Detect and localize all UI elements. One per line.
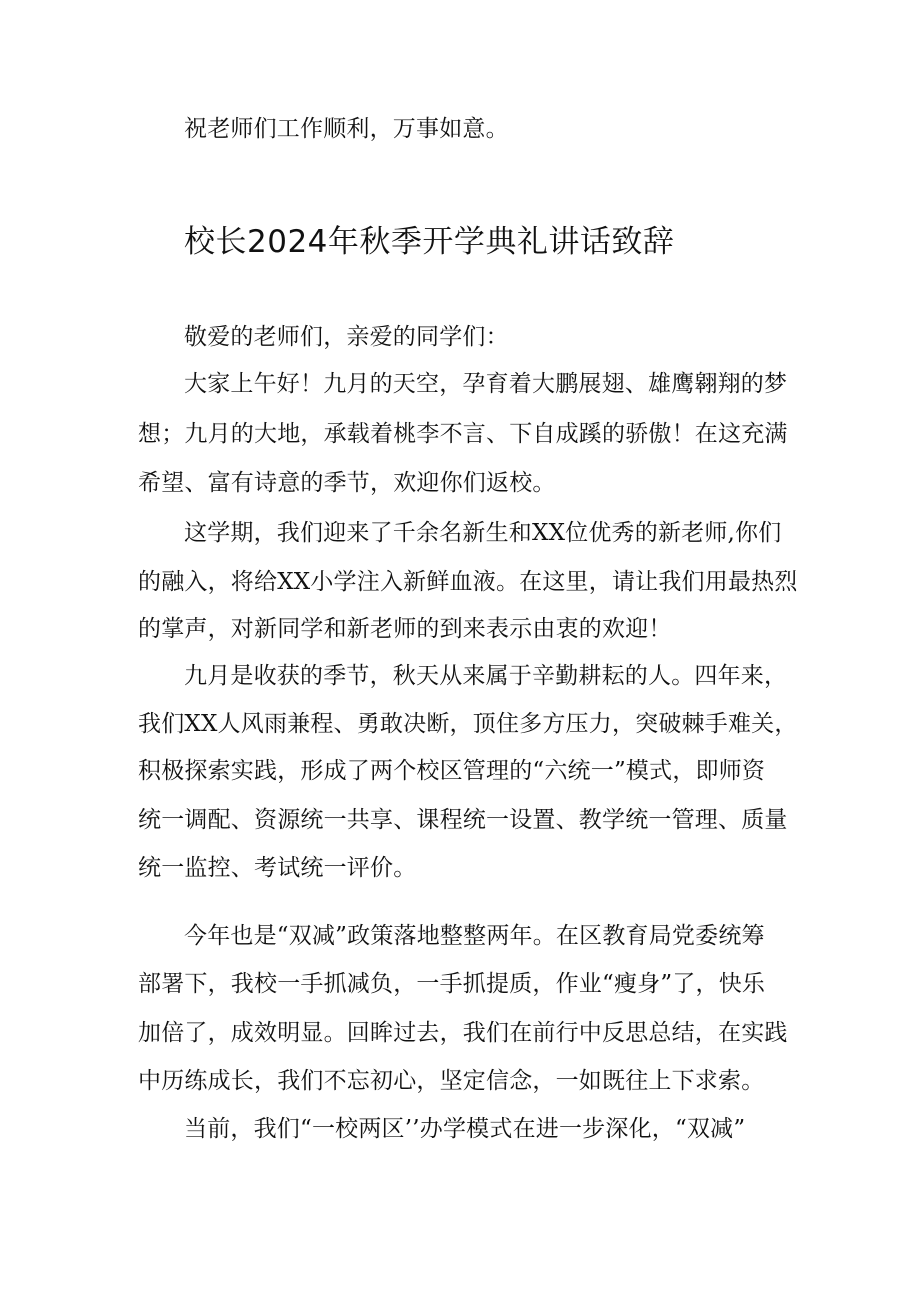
paragraph-line: 部署下，我校一手抓减负，一手抓提质，作业“瘦身”了，快乐 [138, 971, 766, 997]
paragraph-line: 大家上午好！九月的天空，孕育着大鹏展翅、雄鹰翱翔的梦 [184, 371, 788, 397]
paragraph-line: 当前，我们“一校两区’’办学模式在进一步深化，“双减” [184, 1116, 746, 1142]
paragraph-line: 九月是收获的季节，秋天从来属于辛勤耕耘的人。四年来， [184, 663, 788, 689]
paragraph-line: 加倍了，成效明显。回眸过去，我们在前行中反思总结，在实践 [138, 1020, 788, 1046]
paragraph-line: 的掌声，对新同学和新老师的到来表示由衷的欢迎！ [138, 616, 672, 642]
paragraph-line: 中历练成长，我们不忘初心，坚定信念，一如既往上下求索。 [138, 1068, 765, 1094]
paragraph-line: 想；九月的大地，承载着桃李不言、下自成蹊的骄傲！在这充满 [138, 421, 788, 447]
paragraph-line: 统一监控、考试统一评价。 [138, 855, 417, 881]
paragraph-line: 的融入，将给XX小学注入新鲜血液。在这里，请让我们用最热烈 [138, 569, 798, 595]
page-title: 校长2024年秋季开学典礼讲话致辞 [184, 224, 675, 260]
paragraph-line: 我们XX人风雨兼程、勇敢决断，顶住多方压力，突破棘手难关， [138, 711, 798, 737]
paragraph-line: 希望、富有诗意的季节，欢迎你们返校。 [138, 470, 556, 496]
paragraph-line: 积极探索实践，形成了两个校区管理的“六统一”模式，即师资 [138, 758, 766, 784]
paragraph-line: 今年也是“双减”政策落地整整两年。在区教育局党委统筹 [184, 923, 765, 949]
salutation: 敬爱的老师们，亲爱的同学们： [184, 324, 509, 350]
paragraph-line: 这学期，我们迎来了千余名新生和XX位优秀的新老师,你们 [184, 520, 782, 546]
closing-line: 祝老师们工作顺利，万事如意。 [184, 116, 509, 142]
paragraph-line: 统一调配、资源统一共享、课程统一设置、教学统一管理、质量 [138, 807, 788, 833]
